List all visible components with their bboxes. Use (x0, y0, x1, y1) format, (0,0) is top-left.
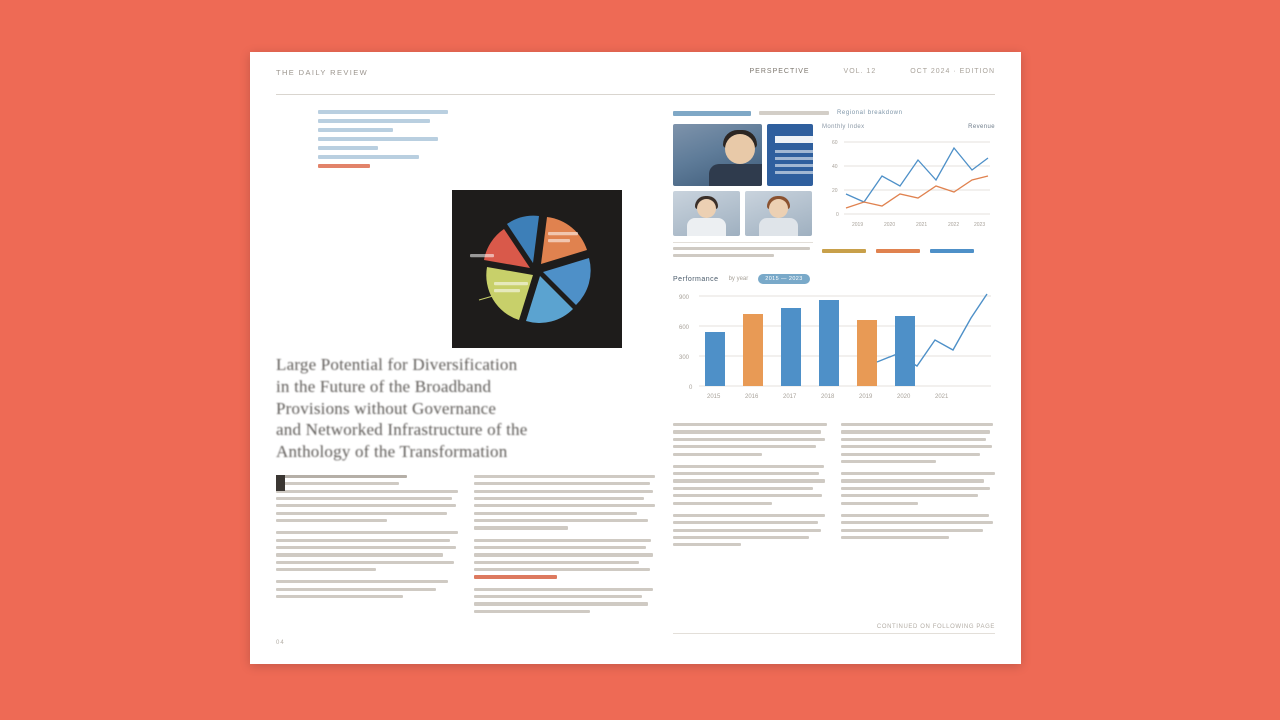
svg-text:2020: 2020 (884, 222, 896, 228)
headline-line-5: Anthology of the Transformation (276, 442, 508, 461)
svg-text:2019: 2019 (859, 394, 873, 400)
line-chart-header (822, 124, 995, 130)
kicker-line (318, 146, 378, 150)
paragraph (673, 514, 827, 547)
paragraph (276, 580, 458, 598)
kicker-accent-line (318, 164, 370, 168)
svg-text:2015: 2015 (707, 394, 721, 400)
photo-group (673, 124, 813, 260)
svg-text:20: 20 (832, 188, 838, 194)
bar-chart-svg (673, 288, 995, 406)
body-column-1 (276, 475, 458, 622)
footer-divider (673, 633, 995, 634)
svg-text:2019: 2019 (852, 222, 864, 228)
paragraph (474, 475, 656, 530)
legend-swatch (822, 249, 866, 253)
bar-chart-subtitle: by year (728, 276, 749, 282)
kicker-line (318, 110, 448, 114)
body-column-2 (474, 475, 656, 622)
portrait-photo-pair (673, 191, 813, 236)
paragraph (841, 423, 995, 463)
bar-chart-title: Performance (673, 275, 719, 283)
svg-text:2022: 2022 (948, 222, 960, 228)
page-folio: 04 (276, 640, 285, 646)
kicker-line (318, 128, 393, 132)
masthead-section: PERSPECTIVE (749, 68, 810, 75)
lower-column-2 (841, 423, 995, 555)
svg-text:2023: 2023 (974, 222, 986, 228)
headline-line-1: Large Potential for Diversification (276, 355, 518, 374)
line-chart-title: Monthly Index (822, 124, 865, 130)
portrait-torso (709, 164, 762, 186)
svg-text:2017: 2017 (783, 394, 797, 400)
kicker-line (318, 155, 419, 159)
left-column (276, 110, 655, 644)
svg-text:2018: 2018 (821, 394, 835, 400)
portrait-head (725, 134, 755, 164)
book-cover-photo (767, 124, 813, 186)
portrait-head (769, 199, 788, 218)
headline-line-4: and Networked Infrastructure of the (276, 420, 528, 440)
paragraph (474, 588, 656, 613)
footer-note: CONTINUED ON FOLLOWING PAGE (876, 624, 995, 630)
portrait-photo-b (745, 191, 812, 236)
svg-text:0: 0 (689, 385, 693, 391)
paragraph (474, 539, 656, 579)
section-header-label: Regional breakdown (837, 110, 903, 116)
svg-text:900: 900 (679, 295, 690, 301)
kicker-list (318, 110, 448, 168)
masthead (276, 68, 995, 95)
line-chart-figure (822, 124, 995, 260)
paragraph (673, 423, 827, 456)
paragraph (841, 514, 995, 539)
headline-line-2: in the Future of the Broadband (276, 376, 492, 396)
line-chart-legend-label: Revenue (968, 124, 995, 130)
lower-column-1 (673, 423, 827, 555)
svg-text:300: 300 (679, 355, 690, 361)
article-headline (276, 354, 606, 463)
paragraph (276, 531, 458, 571)
legend-swatch (876, 249, 920, 253)
portrait-torso (687, 218, 726, 236)
section-subtitle-bar (759, 111, 829, 115)
photo-caption (673, 242, 813, 257)
svg-text:2016: 2016 (745, 394, 759, 400)
line-chart-legend (822, 249, 995, 253)
book-line (775, 157, 813, 160)
portrait-photo-a (673, 191, 740, 236)
bar-chart-header (673, 274, 995, 284)
paragraph (276, 475, 458, 522)
right-column (673, 110, 995, 644)
svg-text:2020: 2020 (897, 394, 911, 400)
page-body (276, 110, 995, 644)
svg-text:40: 40 (832, 164, 838, 170)
left-body-columns (276, 475, 655, 622)
legend-swatch (930, 249, 974, 253)
masthead-issue: VOL. 12 (843, 68, 877, 75)
svg-text:2021: 2021 (916, 222, 928, 228)
portrait-photo-main (673, 124, 762, 186)
svg-text:600: 600 (679, 325, 690, 331)
svg-text:2021: 2021 (935, 394, 949, 400)
pie-chart-figure (452, 190, 622, 348)
masthead-meta (750, 68, 995, 75)
portrait-torso (759, 218, 798, 236)
kicker-line (318, 137, 438, 141)
publication-title: THE DAILY REVIEW (276, 68, 369, 77)
book-line (775, 150, 813, 153)
line-chart-svg (822, 132, 994, 240)
headline-line-3: Provisions without Governance (276, 398, 497, 418)
bar-chart-range-pill[interactable]: 2015 — 2023 (758, 274, 809, 284)
paragraph (673, 465, 827, 505)
svg-text:60: 60 (832, 140, 838, 146)
portrait-head (697, 199, 716, 218)
right-lower-columns (673, 423, 995, 555)
book-line (775, 171, 813, 174)
book-title-block (775, 136, 813, 143)
kicker-line (318, 119, 430, 123)
section-title-bar (673, 111, 751, 116)
photo-and-linechart-row (673, 124, 995, 260)
paragraph (841, 472, 995, 505)
section-header (673, 110, 995, 116)
book-line (775, 164, 813, 167)
document-page (250, 52, 1021, 664)
svg-text:0: 0 (836, 212, 839, 218)
drop-cap (276, 475, 285, 491)
masthead-date: OCT 2024 · EDITION (910, 68, 995, 75)
